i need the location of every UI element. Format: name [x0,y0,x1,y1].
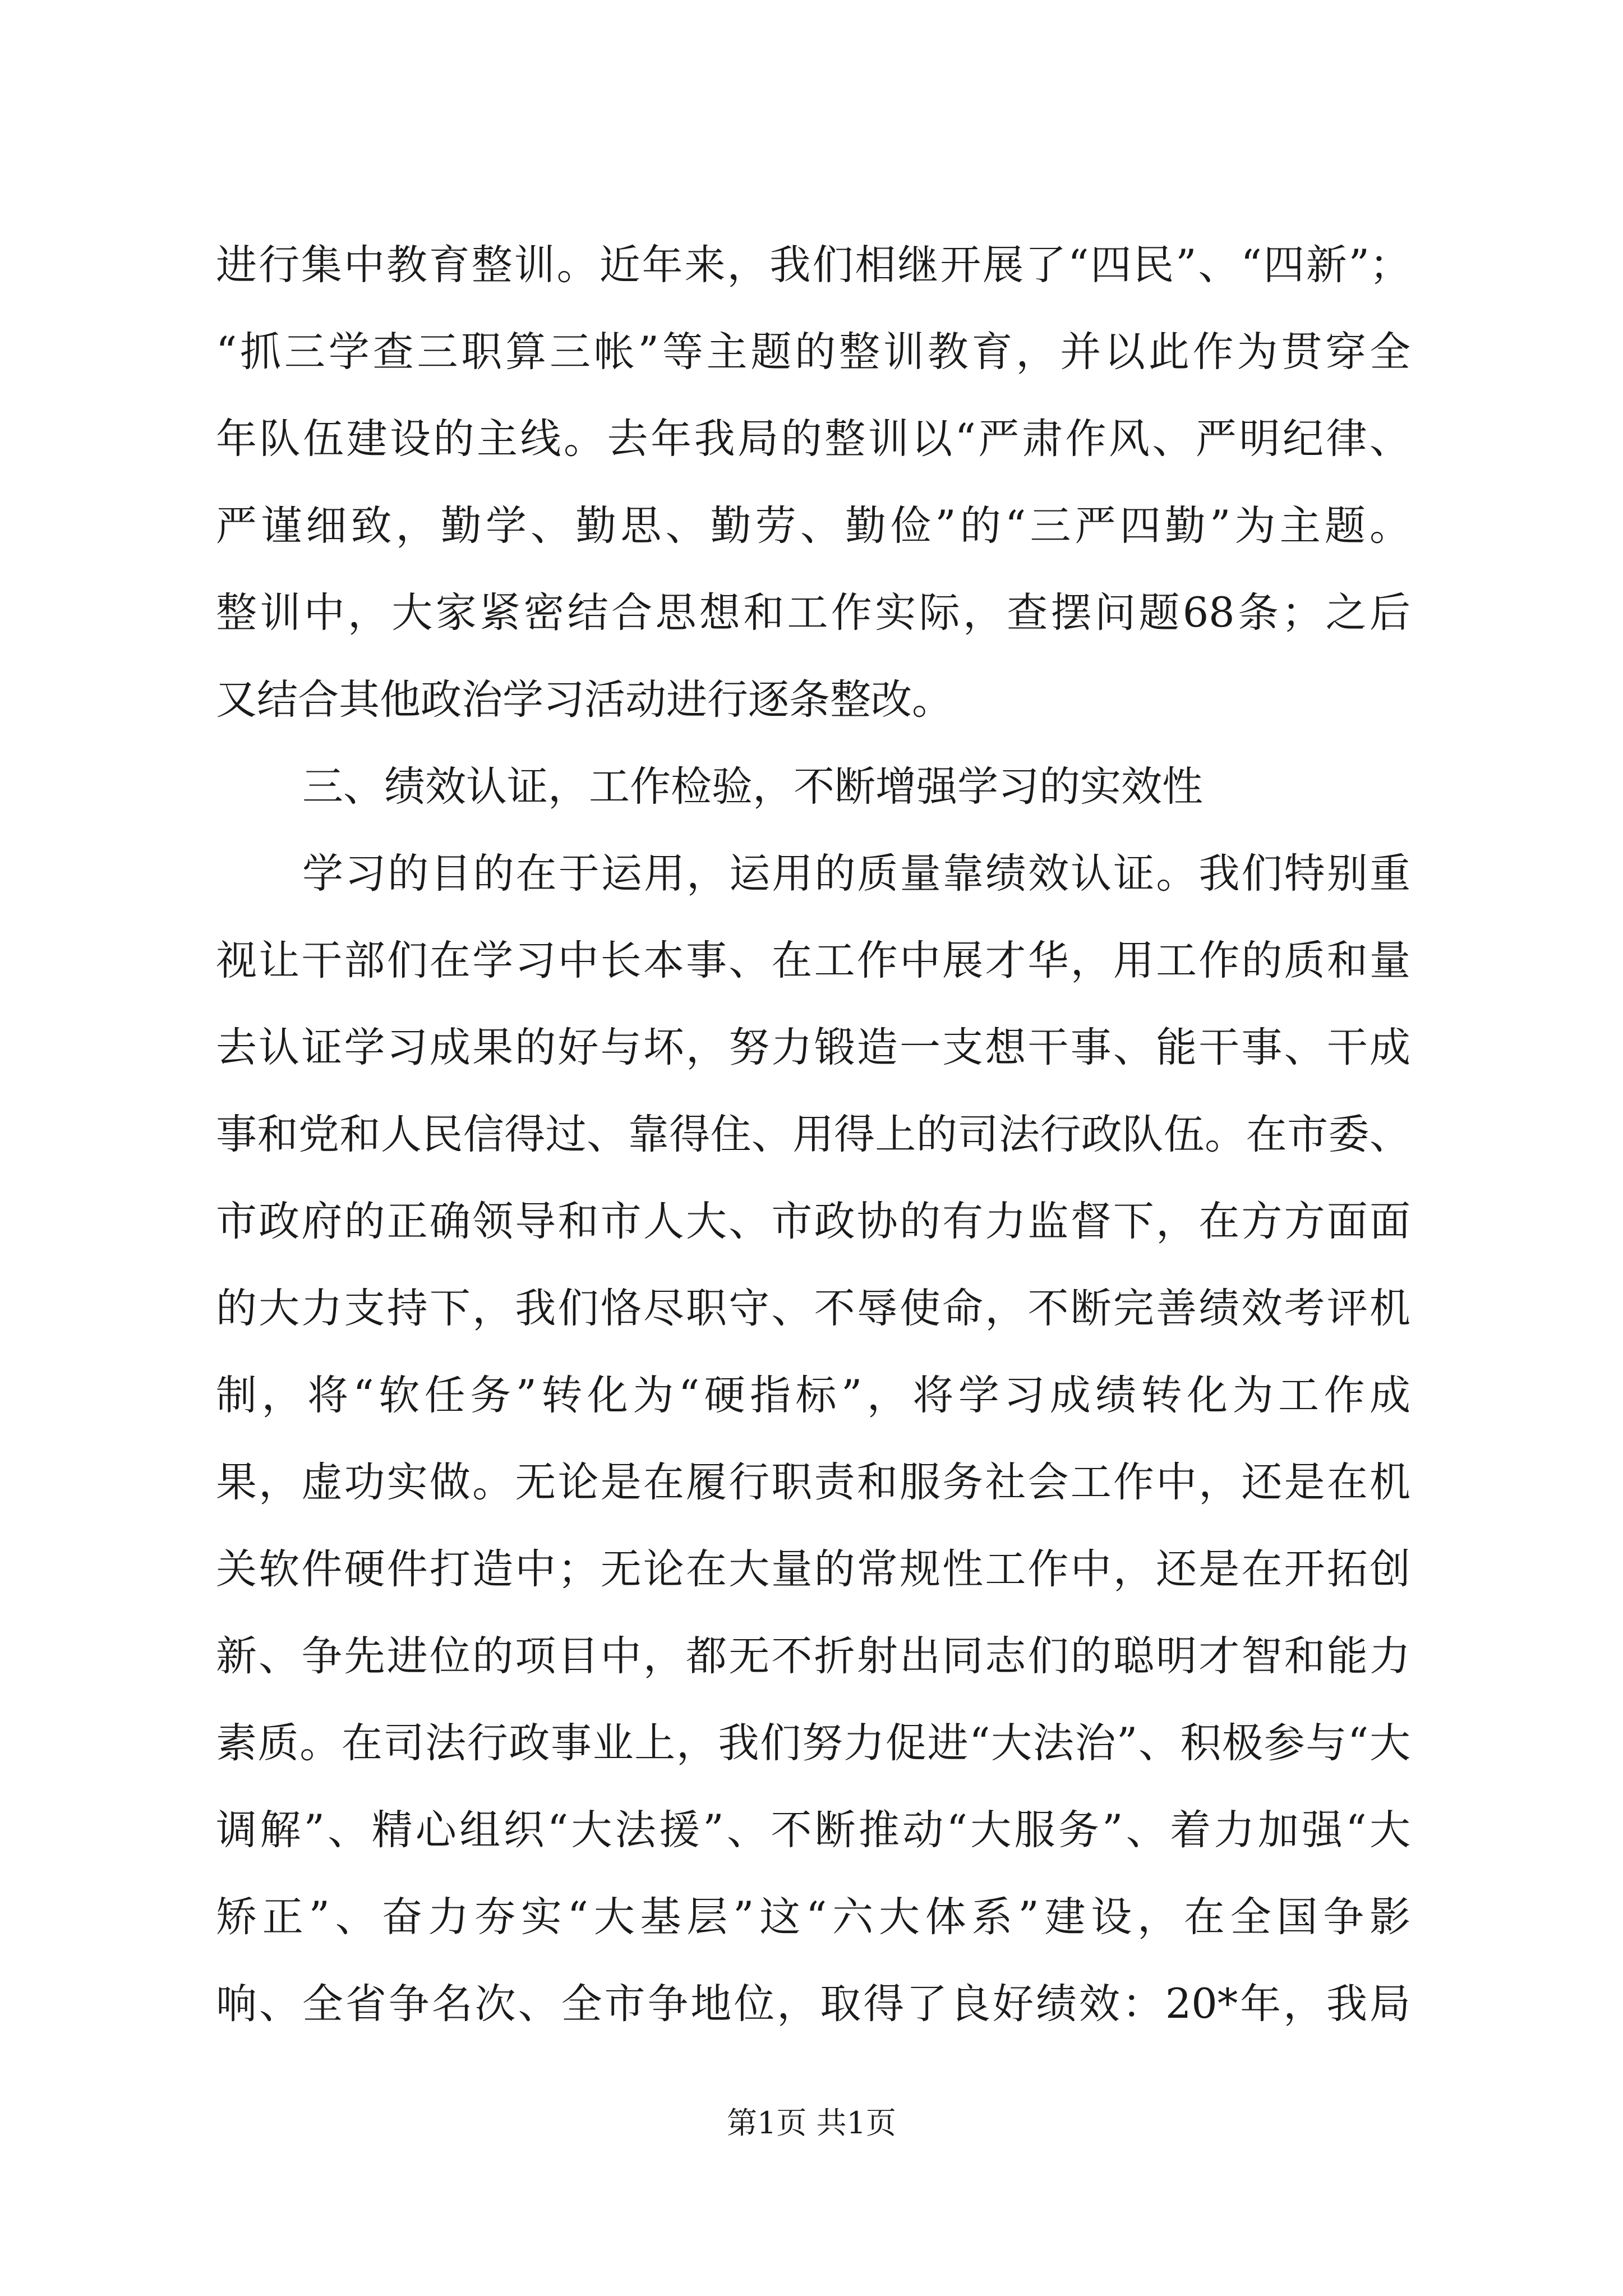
text-line: 去认证学习成果的好与坏，努力锻造一支想干事、能干事、干成 [216,1024,1410,1071]
text-line: 果，虚功实做。无论是在履行职责和服务社会工作中，还是在机 [216,1458,1410,1506]
text-line: “抓三学查三职算三帐”等主题的整训教育，并以此作为贯穿全 [216,328,1410,376]
text-line: 视让干部们在学习中长本事、在工作中展才华，用工作的质和量 [216,937,1410,984]
text-line: 的大力支持下，我们恪尽职守、不辱使命，不断完善绩效考评机 [216,1285,1410,1332]
text-line: 整训中，大家紧密结合思想和工作实际，查摆问题68条；之后 [216,589,1410,637]
text-line: 矫正”、奋力夯实“大基层”这“六大体系”建设，在全国争影 [216,1893,1410,1941]
text-line: 市政府的正确领导和市人大、市政协的有力监督下，在方方面面 [216,1198,1410,1245]
page-number-label: 第1页 共1页 [727,2105,896,2141]
body-text [216,222,1410,2047]
text-line: 进行集中教育整训。近年来，我们相继开展了“四民”、“四新”； [216,241,1410,289]
text-line: 事和党和人民信得过、靠得住、用得上的司法行政队伍。在市委、 [216,1111,1410,1158]
text-line: 关软件硬件打造中；无论在大量的常规性工作中，还是在开拓创 [216,1545,1410,1593]
text-line: 素质。在司法行政事业上，我们努力促进“大法治”、积极参与“大 [216,1719,1410,1767]
text-line: 严谨细致，勤学、勤思、勤劳、勤俭”的“三严四勤”为主题。 [216,502,1410,550]
text-line: 又结合其他政治学习活动进行逐条整改。 [216,676,953,724]
text-line: 年队伍建设的主线。去年我局的整训以“严肃作风、严明纪律、 [216,415,1410,463]
text-line: 制，将“软任务”转化为“硬指标”，将学习成绩转化为工作成 [216,1372,1410,1419]
text-line: 调解”、精心组织“大法援”、不断推动“大服务”、着力加强“大 [216,1806,1410,1854]
section-heading: 三、绩效认证，工作检验，不断增强学习的实效性 [302,763,1203,811]
page-footer [0,2101,1623,2146]
text-line: 响、全省争名次、全市争地位，取得了良好绩效：20*年，我局 [216,1980,1410,2028]
text-line: 新、争先进位的项目中，都无不折射出同志们的聪明才智和能力 [216,1632,1410,1680]
text-line: 学习的目的在于运用，运用的质量靠绩效认证。我们特别重 [302,850,1410,898]
